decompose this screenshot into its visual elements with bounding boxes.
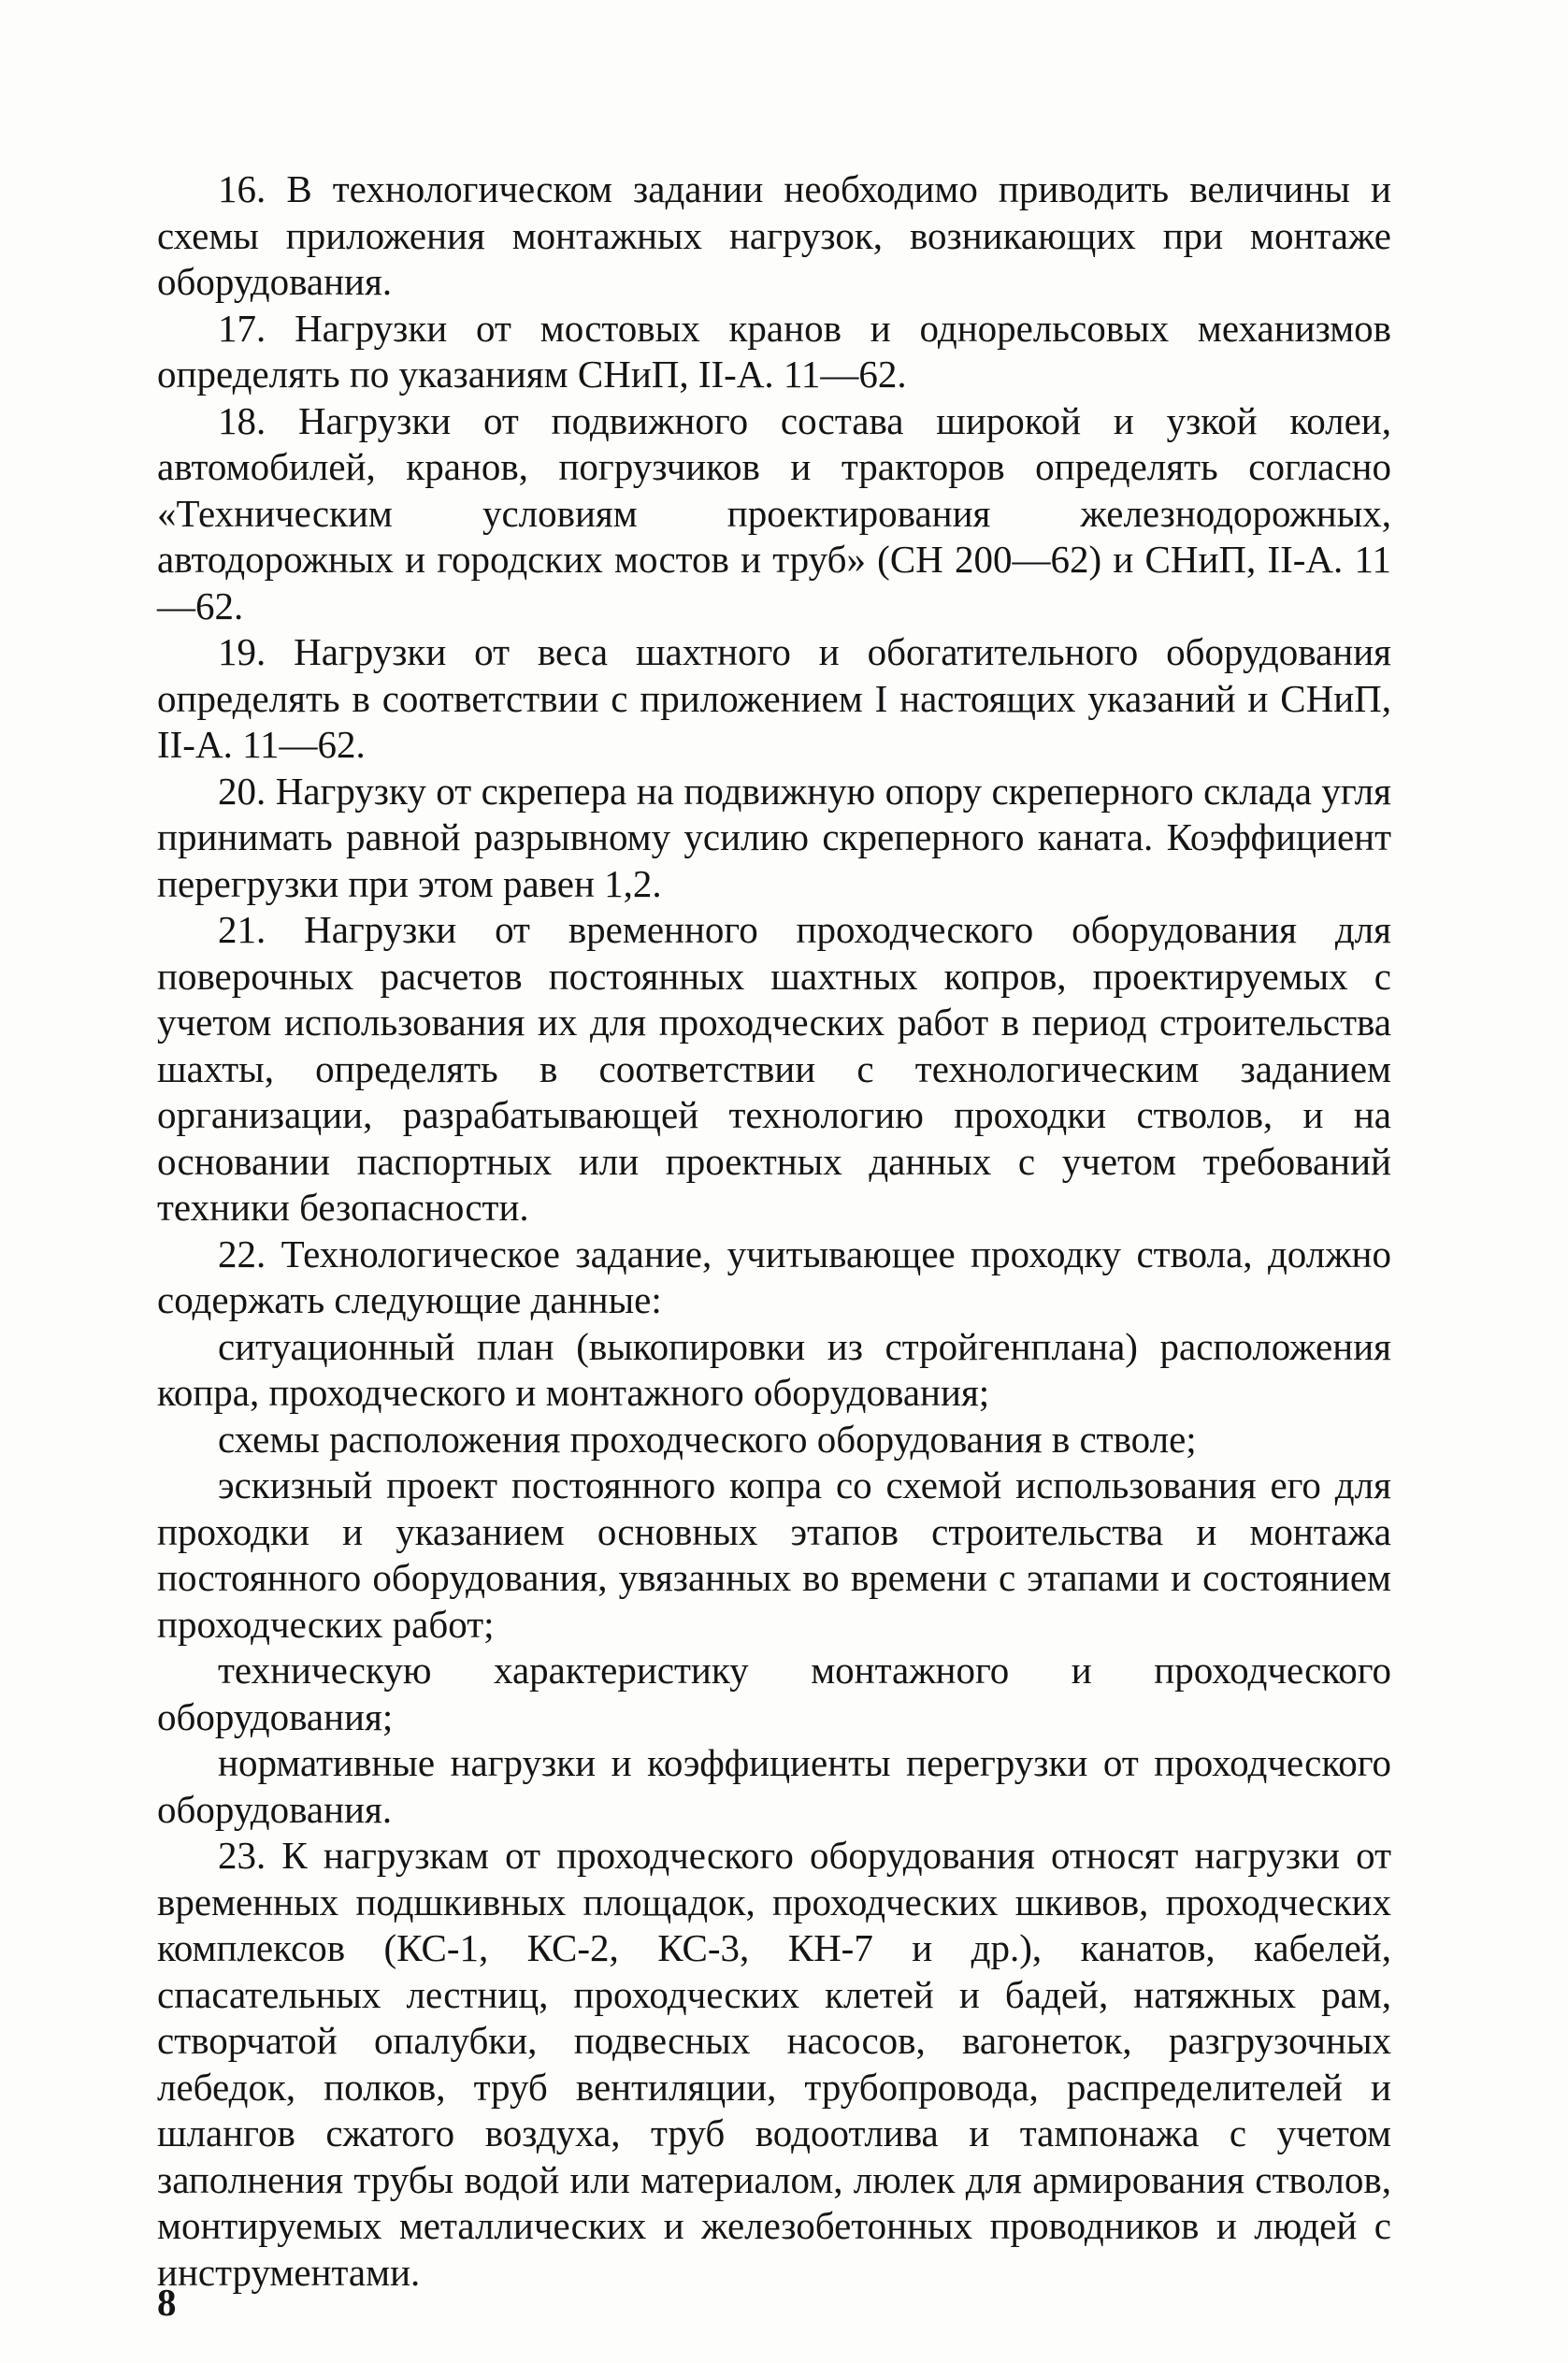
paragraph-18: 18. Нагрузки от подвижного состава широкой и узкой колеи, автомобилей, кранов, погрузчиков и тракторов определять согласно «Техническим условиям проектирования железнодорожных, автодорожных и городских мостов и труб» (СН 200—62) и СНиП, II-А. 11—62. <box>157 398 1391 627</box>
paragraph-22: 22. Технологическое задание, учитывающее проходку ствола, должно содержать следующие данные: <box>157 1232 1391 1321</box>
paragraph-23: 23. К нагрузкам от проходческого оборудования относят нагрузки от временных подшкивных площадок, проходческих шкивов, проходческих комплексов (КС-1, КС-2, КС-3, КН-7 и др.), канатов, кабелей, спасательных лестниц, проходческих клетей и бадей, натяжных рам, створчатой опалубки, подвесных насосов, вагонеток, разгрузочных лебедок, полков, труб вентиляции, трубопровода, распределителей и шлангов сжатого воздуха, труб водоотлива и тампонажа с учетом заполнения трубы водой или материалом, люлек для армирования стволов, монтируемых металлических и железобетонных проводников и людей с инструментами. <box>157 1834 1391 2294</box>
paragraph-21: 21. Нагрузки от временного проходческого оборудования для поверочных расчетов постоянных шахтных копров, проектируемых с учетом использования их для проходческих работ в период строительства шахты, определять в соответствии с технологическим заданием организации, разрабатывающей технологию проходки стволов, и на основании паспортных или проектных данных с учетом требований техники безопасности. <box>157 908 1391 1229</box>
list-item-sketch-project: эскизный проект постоянного копра со схемой использования его для проходки и указанием основных этапов строительства и монтажа постоянного оборудования, увязанных во времени с этапами и состоянием проходческих работ; <box>157 1463 1391 1646</box>
body-text <box>157 166 1391 2296</box>
list-item-normative-loads: нормативные нагрузки и коэффициенты перегрузки от проходческого оборудования. <box>157 1741 1391 1831</box>
list-item-technical-specs: техническую характеристику монтажного и проходческого оборудования; <box>157 1649 1391 1738</box>
list-item-site-plan: ситуационный план (выкопировки из стройгенплана) расположения копра, проходческого и монтажного оборудования; <box>157 1324 1391 1414</box>
paragraph-20: 20. Нагрузку от скрепера на подвижную опору скреперного склада угля принимать равной разрывному усилию скреперного каната. Коэффициент перегрузки при этом равен 1,2. <box>157 769 1391 905</box>
list-item-equipment-layout: схемы расположения проходческого оборудования в стволе; <box>218 1417 1197 1461</box>
page-number: 8 <box>157 2281 177 2324</box>
paragraph-16: 16. В технологическом задании необходимо приводить величины и схемы приложения монтажных нагрузок, возникающих при монтаже оборудования. <box>157 167 1391 303</box>
paragraph-17: 17. Нагрузки от мостовых кранов и однорельсовых механизмов определять по указаниям СНиП, II-А. 11—62. <box>157 306 1391 396</box>
paragraph-19: 19. Нагрузки от веса шахтного и обогатительного оборудования определять в соответствии с приложением I настоящих указаний и СНиП, II-А. 11—62. <box>157 630 1391 766</box>
